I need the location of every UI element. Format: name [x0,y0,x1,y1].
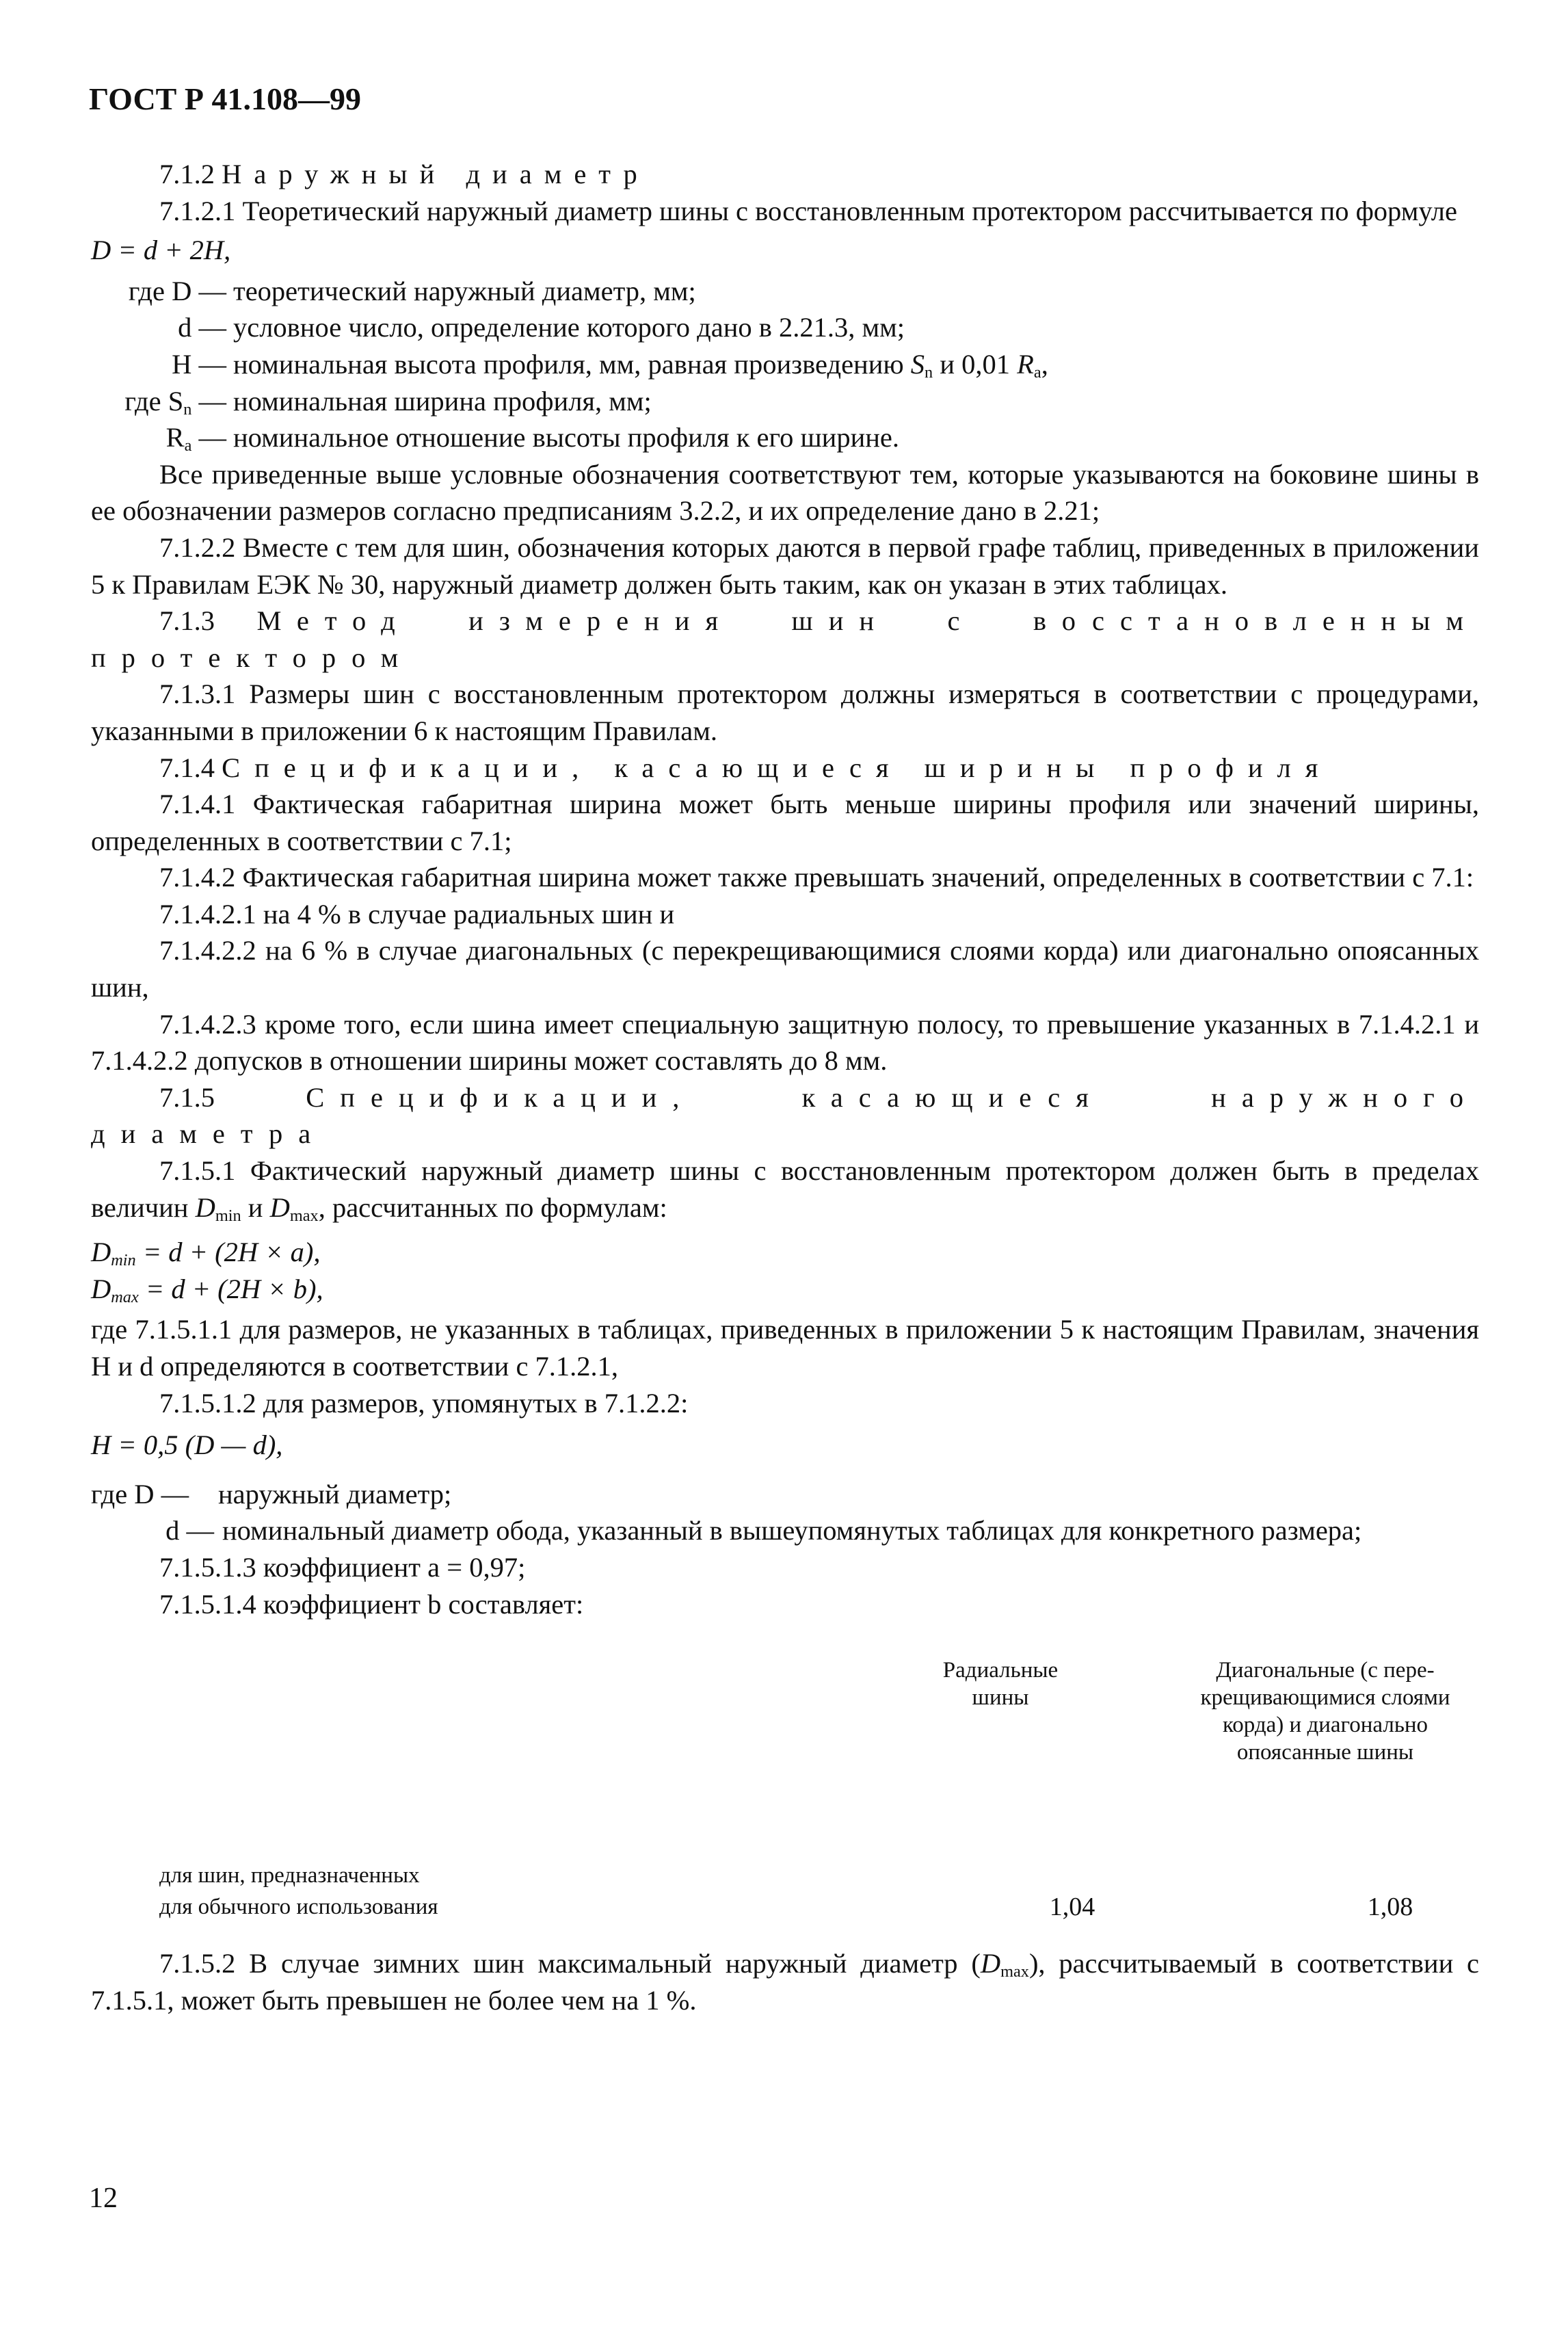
formula-dmin: $D_{min} = d + (2H \times a)$, [91,1237,321,1270]
definition-D-outer: где D — наружный диаметр; [91,1478,452,1510]
definition-Sn: где $S_n$ — номинальная ширина профиля, мм; [124,385,652,419]
table-row-label-line2: для обычного использования [159,1895,438,1920]
table-header-diagonal: Диагональные (с пере- крещивающимися слоями корда) и диагонально опоясанные шины [1200,1658,1450,1765]
paragraph-7-1-5-1-3: 7.1.5.1.3 коэффициент a = 0,97; [159,1551,526,1583]
section-7-1-3-heading: 7.1.3 Метод измерения шин с восстановленным протектором [91,605,1479,673]
paragraph-7-1-4-2: 7.1.4.2 Фактическая габаритная ширина может также превышать значений, определенных в соответствии с 7.1: [159,862,1474,893]
paragraph-7-1-5-2: 7.1.5.2 В случае зимних шин максимальный наружный диаметр $(D_{max})$, рассчитываемый в соответствии с 7.1.5.1, может быть превышен не более чем на 1 %. [91,1948,1479,2016]
section-7-1-2-heading: 7.1.2 Наружный диаметр [159,159,650,189]
definition-d: d — условное число, определение которого дано в 2.21.3, мм; [178,312,905,343]
page-number: 12 [89,2183,118,2214]
table-value-diagonal: 1,08 [1367,1893,1413,1922]
formula-d: D = d + 2H, [91,235,231,266]
paragraph-7-1-3-1: 7.1.3.1 Размеры шин с восстановленным протектором должны измеряться в соответствии с процедурами, указанными в приложении 6 к настоящим Правилам. [91,678,1479,746]
paragraph-7-1-4-2-1: 7.1.4.2.1 на 4 % в случае радиальных шин и [159,898,675,930]
coefficient-table [91,1657,1479,1958]
definition-H: H — номинальная высота профиля, мм, равная произведению $S_n$ и 0,01 $R_a$, [172,348,1048,382]
formula-dmax: $D_{max} = d + (2H \times b)$, [91,1273,323,1306]
table-value-radial: 1,04 [1049,1893,1095,1922]
paragraph-7-1-4-2-3: 7.1.4.2.3 кроме того, если шина имеет специальную защитную полосу, то превышение указанных в 7.1.4.2.1 и 7.1.4.2.2 допусков в отношении ширины может составлять до 8 мм. [91,1008,1479,1077]
document-header: ГОСТ Р 41.108—99 [89,81,361,116]
definition-Ra: $R_a$ — номинальное отношение высоты профиля к его ширине. [165,422,900,456]
paragraph-all-designations: Все приведенные выше условные обозначения соответствуют тем, которые указываются на боковине шины в ее обозначении размеров согласно предписаниям 3.2.2, и их определение дано в 2.21; [91,458,1479,527]
paragraph-7-1-5-1-1: где 7.1.5.1.1 для размеров, не указанных в таблицах, приведенных в приложении 5 к настоящим Правилам, значения H и d определяются в соответствии с 7.1.2.1, [91,1314,1479,1382]
section-7-1-4-heading: 7.1.4 Спецификации, касающиеся ширины профиля [159,752,1333,783]
definition-D: где D — теоретический наружный диаметр, мм; [128,275,696,306]
paragraph-7-1-4-2-2: 7.1.4.2.2 на 6 % в случае диагональных (с перекрещивающимися слоями корда) или диагонально опоясанных шин, [91,935,1479,1003]
paragraph-7-1-2-1: 7.1.2.1 Теоретический наружный диаметр шины с восстановленным протектором рассчитывается по формуле [159,195,1457,226]
paragraph-7-1-5-1-2: 7.1.5.1.2 для размеров, упомянутых в 7.1.2.2: [159,1387,689,1419]
paragraph-7-1-5-1: 7.1.5.1 Фактический наружный диаметр шины с восстановленным протектором должен быть в пределах величин $D_{min}$ и $D_{max}$, рассчитанных по формулам: [91,1155,1479,1225]
document-body [91,156,1479,2018]
table-header-radial: Радиальные шины [942,1658,1059,1711]
paragraph-7-1-2-2: 7.1.2.2 Вместе с тем для шин, обозначения которых даются в первой графе таблиц, приведенных в приложении 5 к Правилам ЕЭК № 30, наружный диаметр должен быть таким, как он указан в этих таблицах. [91,531,1479,600]
table-row-label-line1: для шин, предназначенных [159,1863,420,1888]
paragraph-7-1-4-1: 7.1.4.1 Фактическая габаритная ширина может быть меньше ширины профиля или значений ширины, определенных в соответствии с 7.1; [91,789,1479,856]
definition-d-rim: d — номинальный диаметр обода, указанный в вышеупомянутых таблицах для конкретного размера; [165,1515,1362,1546]
formula-h: H = 0,5 (D — d), [91,1429,283,1461]
section-7-1-5-heading: 7.1.5 Спецификации, касающиеся наружного диаметра [91,1081,1479,1150]
paragraph-7-1-5-1-4: 7.1.5.1.4 коэффициент b составляет: [159,1588,584,1620]
